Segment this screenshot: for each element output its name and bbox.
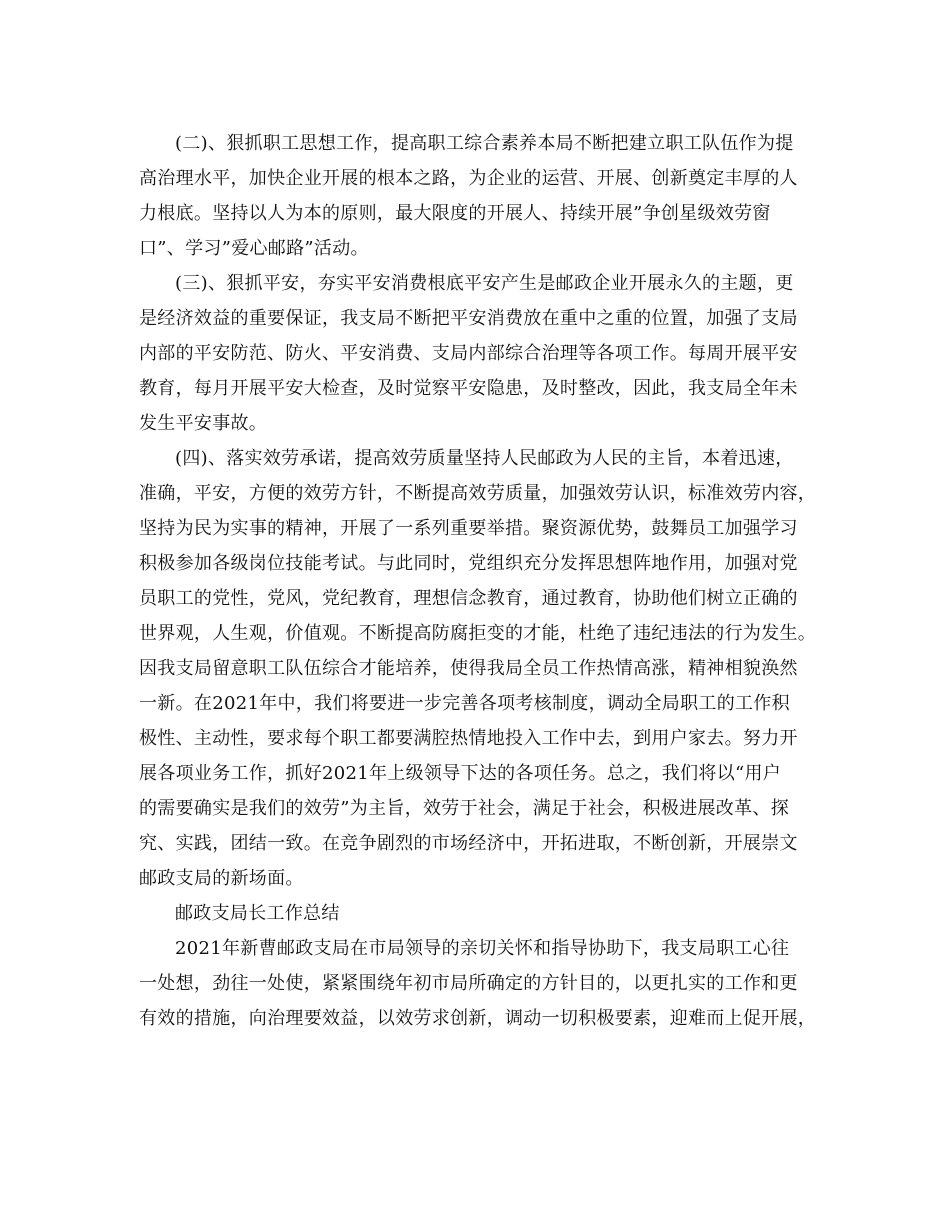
- paragraph-line: 力根底。坚持以人为本的原则，最大限度的开展人、持续开展”争创星级效劳窗: [139, 203, 771, 224]
- paragraph-line: 的需要确实是我们的效劳”为主旨，效劳于社会，满足于社会，积极进展改革、探: [139, 798, 789, 819]
- paragraph-line: (三)、狠抓平安，夯实平安消费根底平安产生是邮政企业开展永久的主题，更: [175, 273, 794, 294]
- paragraph-line: 世界观，人生观，价值观。不断提高防腐拒变的才能，杜绝了违纪违法的行为发生。: [139, 623, 817, 644]
- paragraph-line: 口”、学习”爱心邮路”活动。: [139, 238, 369, 259]
- paragraph-line: 一新。在2021年中，我们将要进一步完善各项考核制度，调动全局职工的工作积: [139, 693, 790, 714]
- paragraph-line: 教育，每月开展平安大检查，及时觉察平安隐患，及时整改，因此，我支局全年未: [139, 378, 798, 399]
- paragraph-line: 有效的措施，向治理要效益，以效劳求创新，调动一切积极要素，迎难而上促开展，: [139, 1008, 817, 1029]
- section-heading: 邮政支局长工作总结: [175, 903, 340, 924]
- paragraph-line: 坚持为民为实事的精神，开展了一系列重要举措。聚资源优势，鼓舞员工加强学习: [139, 518, 798, 539]
- paragraph-line: 员职工的党性，党风，党纪教育，理想信念教育，通过教育，协助他们树立正确的: [139, 588, 798, 609]
- paragraph-line: 邮政支局的新场面。: [139, 868, 304, 889]
- paragraph-line: 极性、主动性，要求每个职工都要满腔热情地投入工作中去，到用户家去。努力开: [139, 728, 798, 749]
- paragraph-line: 内部的平安防范、防火、平安消费、支局内部综合治理等各项工作。每周开展平安: [139, 343, 798, 364]
- paragraph-line: (二)、狠抓职工思想工作，提高职工综合素养本局不断把建立职工队伍作为提: [175, 133, 794, 154]
- paragraph-line: 展各项业务工作，抓好2021年上级领导下达的各项任务。总之，我们将以“用户: [139, 763, 782, 784]
- paragraph-line: (四)、落实效劳承诺，提高效劳质量坚持人民邮政为人民的主旨，本着迅速，: [175, 448, 794, 469]
- paragraph-line: 发生平安事故。: [139, 413, 268, 434]
- paragraph-line: 一处想，劲往一处使，紧紧围绕年初市局所确定的方针目的，以更扎实的工作和更: [139, 973, 798, 994]
- paragraph-line: 积极参加各级岗位技能考试。与此同时，党组织充分发挥思想阵地作用，加强对党: [139, 553, 798, 574]
- paragraph-line: 高治理水平，加快企业开展的根本之路，为企业的运营、开展、创新奠定丰厚的人: [139, 168, 798, 189]
- paragraph-line: 因我支局留意职工队伍综合才能培养，使得我局全员工作热情高涨，精神相貌涣然: [139, 658, 798, 679]
- paragraph-line: 究、实践，团结一致。在竞争剧烈的市场经济中，开拓进取，不断创新，开展崇文: [139, 833, 798, 854]
- document-body: [139, 126, 829, 1036]
- paragraph-line: 是经济效益的重要保证，我支局不断把平安消费放在重中之重的位置，加强了支局: [139, 308, 798, 329]
- paragraph-line: 2021年新曹邮政支局在市局领导的亲切关怀和指导协助下，我支局职工心往: [175, 938, 790, 959]
- paragraph-line: 准确，平安，方便的效劳方针，不断提高效劳质量，加强效劳认识，标准效劳内容，: [139, 483, 817, 504]
